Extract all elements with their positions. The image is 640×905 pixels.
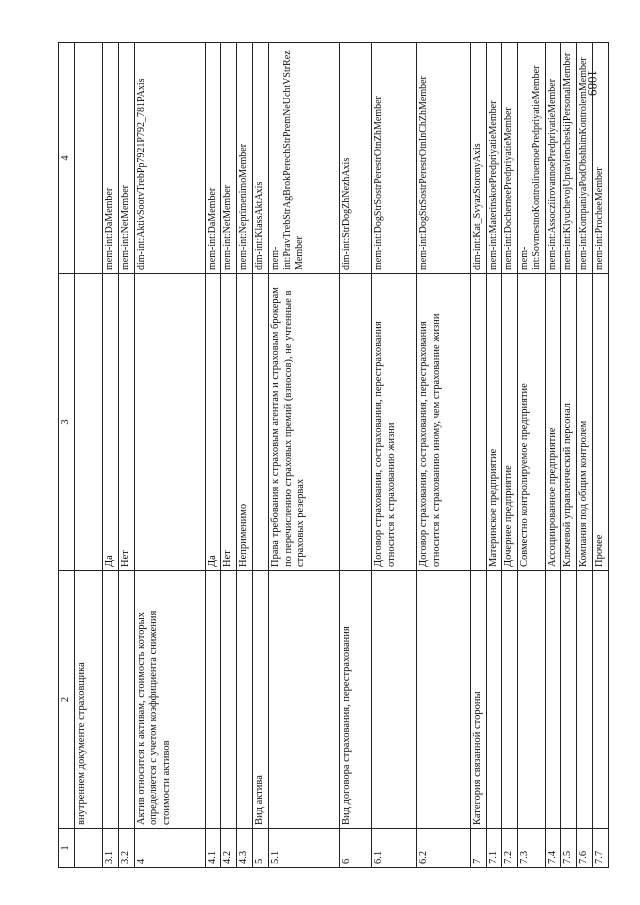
table-row (416, 43, 470, 868)
row-number-cell: 7.2 (502, 829, 518, 868)
code-cell: mem-int:MaterinskoePredpriyatieMember (486, 43, 502, 274)
table-row (592, 43, 608, 868)
value-cell: Неприменимо (237, 274, 253, 571)
code-cell: mem-int:DocherneePredpriyatieMember (502, 43, 518, 274)
row-number-cell: 7.6 (577, 829, 593, 868)
code-cell: mem-int:NetMember (221, 43, 237, 274)
table-row (518, 43, 545, 868)
code-cell: dim-int:Kat_SvyazStoronyAxis (470, 43, 486, 274)
code-cell: dim-int:AktivSootvTrebPp7921P792_781PAxis (134, 43, 205, 274)
parameter-cell (545, 571, 561, 829)
parameter-cell (486, 571, 502, 829)
parameter-cell: Актив относится к активам, стоимость которых определяется с учетом коэффициента снижения стоимости активов (134, 571, 205, 829)
table-row (502, 43, 518, 868)
page-number: 1089 (585, 70, 600, 96)
table-row (118, 43, 134, 868)
parameter-cell (237, 571, 253, 829)
table-row (545, 43, 561, 868)
value-cell: Ключевой управленческий персонал (561, 274, 577, 571)
row-number-cell: 7.5 (561, 829, 577, 868)
row-number-cell: 3.1 (103, 829, 119, 868)
value-cell: Компания под общим контролем (577, 274, 593, 571)
code-cell: mem-int:KlyuchevojUpravlencheskijPersonalMember (561, 43, 577, 274)
code-cell: dim-int:KlassAktAxis (252, 43, 268, 274)
column-header: 1 (59, 829, 75, 868)
row-number-cell: 6.2 (416, 829, 470, 868)
table-row (371, 43, 416, 868)
code-cell (75, 43, 103, 274)
table-row (486, 43, 502, 868)
parameter-cell (592, 571, 608, 829)
value-cell (339, 274, 371, 571)
parameter-cell (118, 571, 134, 829)
table-row (470, 43, 486, 868)
parameter-cell (416, 571, 470, 829)
code-cell: mem-int:ProcheeMember (592, 43, 608, 274)
parameter-cell (577, 571, 593, 829)
value-cell: Нет (118, 274, 134, 571)
parameter-cell: Вид договора страхования, перестрахования (339, 571, 371, 829)
parameter-cell: Категория связанной стороны (470, 571, 486, 829)
code-cell: mem-int:DogStrSostrPerestrOtnInChZhMember (416, 43, 470, 274)
table-row (75, 43, 103, 868)
table-row (237, 43, 253, 868)
row-number-cell: 7.1 (486, 829, 502, 868)
code-cell: mem-int:DaMember (103, 43, 119, 274)
column-header: 3 (59, 274, 75, 571)
parameter-cell: внутреннем документе страховщика (75, 571, 103, 829)
value-cell: Ассоциированное предприятие (545, 274, 561, 571)
value-cell: Дочернее предприятие (502, 274, 518, 571)
row-number-cell: 4.1 (205, 829, 221, 868)
value-cell: Договор страхования, сострахования, перестрахования относится к страхованию иному, чем страхование жизни (416, 274, 470, 571)
table-row (577, 43, 593, 868)
row-number-cell: 7.7 (592, 829, 608, 868)
parameter-cell (221, 571, 237, 829)
column-header: 2 (59, 571, 75, 829)
value-cell: Нет (221, 274, 237, 571)
row-number-cell: 5 (252, 829, 268, 868)
value-cell (134, 274, 205, 571)
row-number-cell: 3.2 (118, 829, 134, 868)
value-cell: Прочее (592, 274, 608, 571)
parameter-cell (502, 571, 518, 829)
parameter-cell (561, 571, 577, 829)
table-row (252, 43, 268, 868)
parameter-cell (268, 571, 339, 829)
classification-table (58, 42, 609, 868)
code-cell: mem-int:KompaniyaPodObshhimKontrolemMember (577, 43, 593, 274)
column-header: 4 (59, 43, 75, 274)
code-cell: dim-int:StrDogZhNezhAxis (339, 43, 371, 274)
value-cell (470, 274, 486, 571)
parameter-cell (205, 571, 221, 829)
row-number-cell: 7 (470, 829, 486, 868)
table-row (103, 43, 119, 868)
row-number-cell: 4.3 (237, 829, 253, 868)
header-row (59, 43, 75, 868)
code-cell: mem-int:DogStrSostrPerestrOtnZhMember (371, 43, 416, 274)
value-cell: Да (103, 274, 119, 571)
table-row (221, 43, 237, 868)
value-cell (75, 274, 103, 571)
parameter-cell (518, 571, 545, 829)
code-cell: mem-int:NetMember (118, 43, 134, 274)
row-number-cell: 4 (134, 829, 205, 868)
row-number-cell: 5.1 (268, 829, 339, 868)
value-cell: Права требования к страховым агентам и страховым брокерам по перечислению страховых премий (взносов), не учтенные в страховых резервах (268, 274, 339, 571)
value-cell (252, 274, 268, 571)
row-number-cell: 6.1 (371, 829, 416, 868)
row-number-cell: 7.3 (518, 829, 545, 868)
code-cell: mem-int:PravTrebStrAgBrokPerechStrPremNeUchtVStrRezMember (268, 43, 339, 274)
table-row (134, 43, 205, 868)
value-cell: Совместно контролируемое предприятие (518, 274, 545, 571)
parameter-cell (371, 571, 416, 829)
code-cell: mem-int:NeprimenimoMember (237, 43, 253, 274)
code-cell: mem-int:AssocziirovannoePredpriyatieMember (545, 43, 561, 274)
table-row (339, 43, 371, 868)
value-cell: Да (205, 274, 221, 571)
table-row (205, 43, 221, 868)
table-row (561, 43, 577, 868)
value-cell: Договор страхования, сострахования, перестрахования относится к страхованию жизни (371, 274, 416, 571)
table-row (268, 43, 339, 868)
parameter-cell: Вид актива (252, 571, 268, 829)
parameter-cell (103, 571, 119, 829)
value-cell: Материнское предприятие (486, 274, 502, 571)
row-number-cell: 7.4 (545, 829, 561, 868)
code-cell: mem-int:SovmestnoKontroliruemoePredpriyatieMember (518, 43, 545, 274)
row-number-cell: 4.2 (221, 829, 237, 868)
row-number-cell (75, 829, 103, 868)
code-cell: mem-int:DaMember (205, 43, 221, 274)
row-number-cell: 6 (339, 829, 371, 868)
